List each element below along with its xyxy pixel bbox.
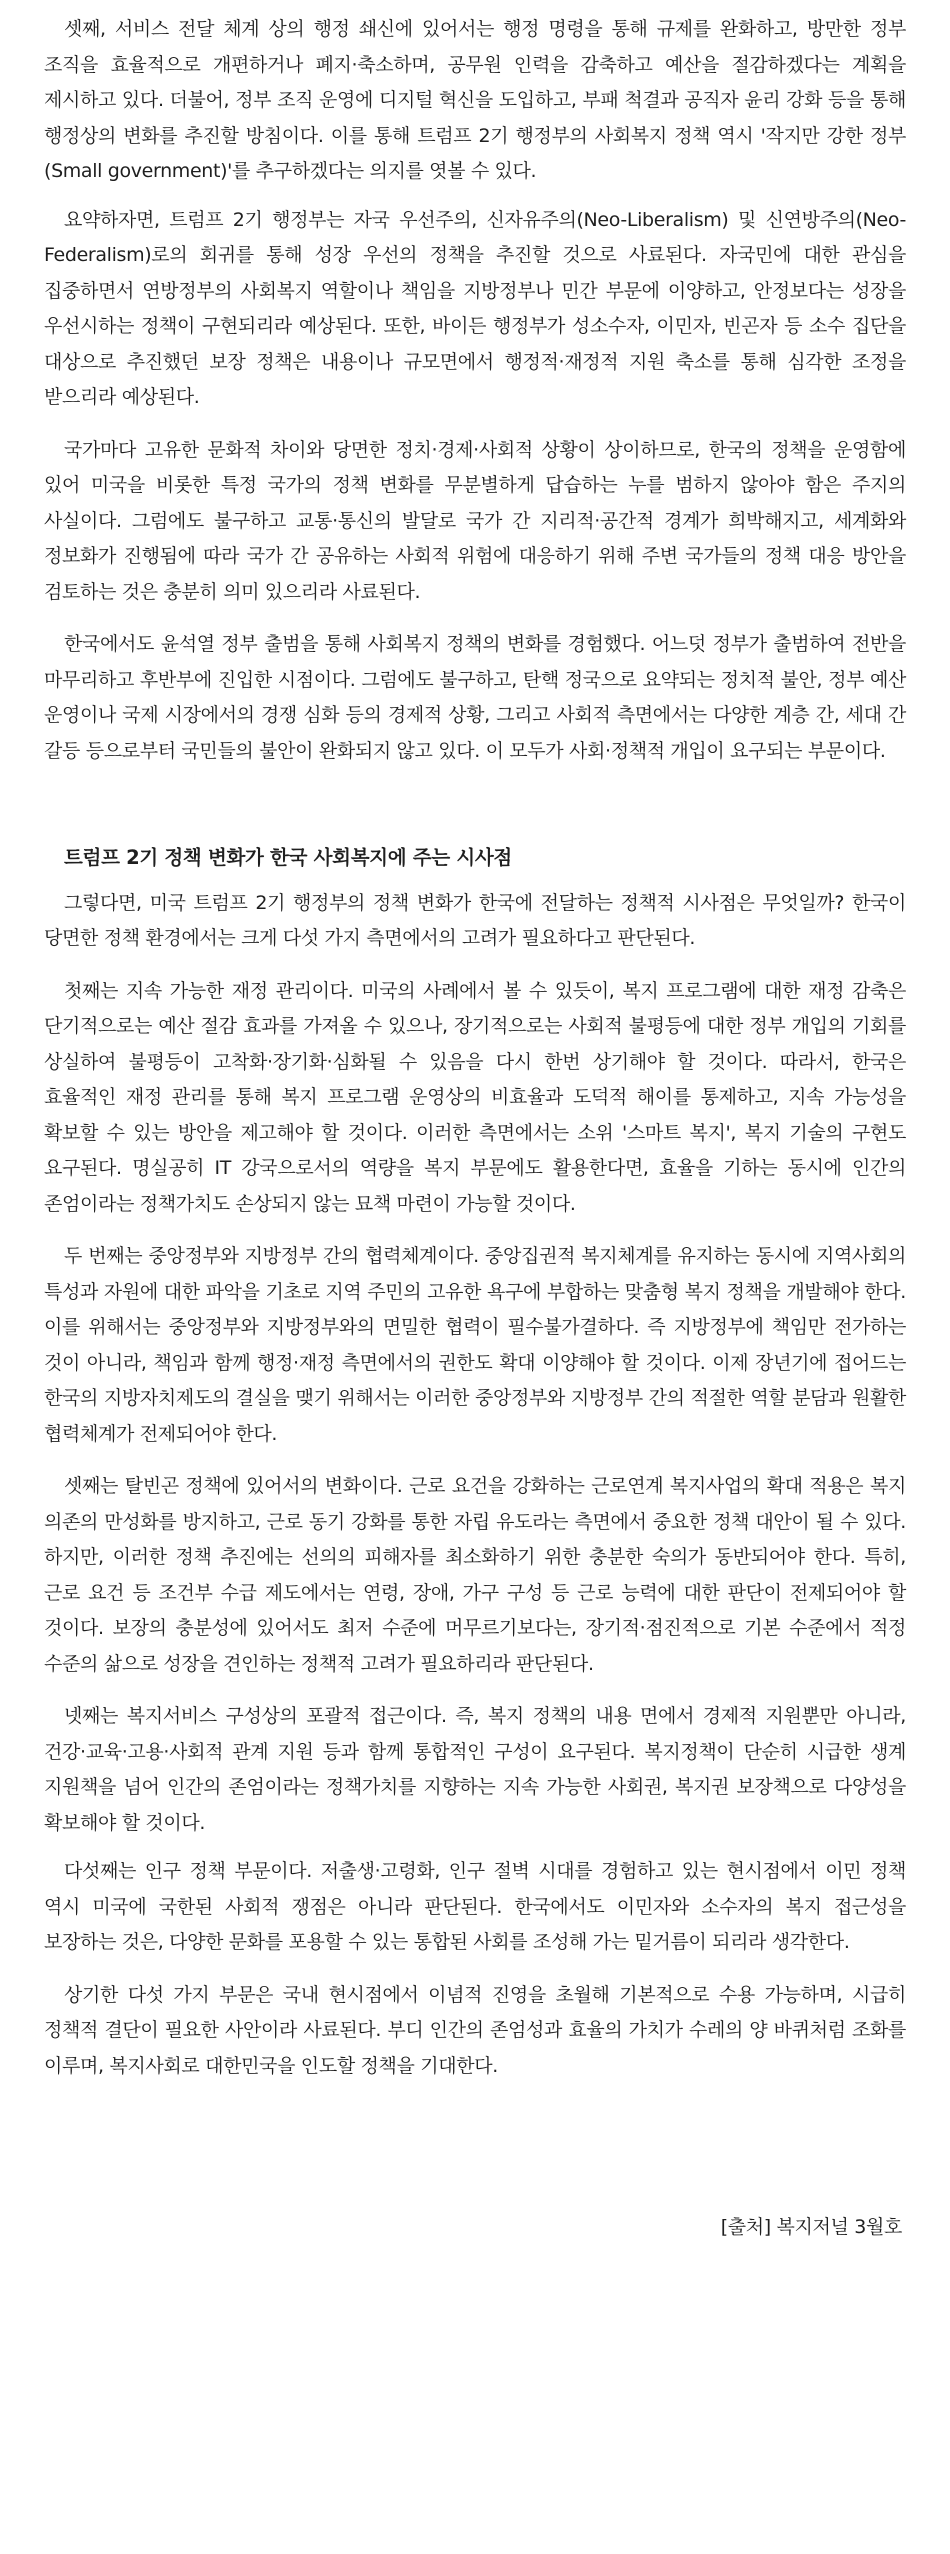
paragraph-intro-1: 셋째, 서비스 전달 체계 상의 행정 쇄신에 있어서는 행정 명령을 통해 규제를 완화하고, 방만한 정부 조직을 효율적으로 개편하거나 폐지·축소하며, 공무원 인력을 감축하고 예산을 절감하겠다는 계획을 제시하고 있다. 더불어, 정부 조직 운영에 디지털 혁신을 도입하고, 부패 척결과 공직자 윤리 강화 등을 통해 행정상의 변화를 추진할 방침이다. 이를 통해 트럼프 2기 행정부의 사회복지 정책 역시 '작지만 강한 정부(Small government)'를 추구하겠다는 의지를 엿볼 수 있다. xyxy=(44,18,906,182)
paragraph-section-1: 그렇다면, 미국 트럼프 2기 행정부의 정책 변화가 한국에 전달하는 정책적 시사점은 무엇일까? 한국이 당면한 정책 환경에서는 크게 다섯 가지 측면에서의 고려가 필요하다고 판단된다. xyxy=(44,891,906,949)
paragraph-intro-3: 국가마다 고유한 문화적 차이와 당면한 정치·경제·사회적 상황이 상이하므로, 한국의 정책을 운영함에 있어 미국을 비롯한 특정 국가의 정책 변화를 무분별하게 답습하는 누를 범하지 않아야 함은 주지의 사실이다. 그럼에도 불구하고 교통·통신의 발달로 국가 간 지리적·공간적 경계가 희박해지고, 세계화와 정보화가 진행됨에 따라 국가 간 공유하는 사회적 위험에 대응하기 위해 주변 국가들의 정책 대응 방안을 검토하는 것은 충분히 의미 있으리라 사료된다. xyxy=(44,438,906,603)
paragraph-section-7: 상기한 다섯 가지 부문은 국내 현시점에서 이념적 진영을 초월해 기본적으로 수용 가능하며, 시급히 정책적 결단이 필요한 사안이라 사료된다. 부디 인간의 존엄성과 효율의 가치가 수레의 양 바퀴처럼 조화를 이루며, 복지사회로 대한민국을 인도할 정책을 기대한다. xyxy=(44,1983,906,2077)
paragraph-section-2: 첫째는 지속 가능한 재정 관리이다. 미국의 사례에서 볼 수 있듯이, 복지 프로그램에 대한 재정 감축은 단기적으로는 예산 절감 효과를 가져올 수 있으나, 장기적으로는 사회적 불평등에 대한 정부 개입의 기회를 상실하여 불평등이 고착화·장기화·심화될 수 있음을 다시 한번 상기해야 할 것이다. 따라서, 한국은 효율적인 재정 관리를 통해 복지 프로그램 운영상의 비효율과 도덕적 해이를 통제하고, 지속 가능성을 확보할 수 있는 방안을 제고해야 할 것이다. 이러한 측면에서는 소위 '스마트 복지', 복지 기술의 구현도 요구된다. 명실공히 IT 강국으로서의 역량을 복지 부문에도 활용한다면, 효율을 기하는 동시에 인간의 존엄이라는 정책가치도 손상되지 않는 묘책 마련이 가능할 것이다. xyxy=(44,979,906,1215)
paragraph-section-6: 다섯째는 인구 정책 부문이다. 저출생·고령화, 인구 절벽 시대를 경험하고 있는 현시점에서 이민 정책 역시 미국에 국한된 사회적 쟁점은 아니라 판단된다. 한국에서도 이민자와 소수자의 복지 접근성을 보장하는 것은, 다양한 문화를 포용할 수 있는 통합된 사회를 조성해 가는 밑거름이 되리라 생각한다. xyxy=(44,1860,906,1953)
paragraph-section-5: 넷째는 복지서비스 구성상의 포괄적 접근이다. 즉, 복지 정책의 내용 면에서 경제적 지원뿐만 아니라, 건강·교육·고용·사회적 관계 지원 등과 함께 통합적인 구성이 요구된다. 복지정책이 단순히 시급한 생계 지원책을 넘어 인간의 존엄이라는 정책가치를 지향하는 지속 가능한 사회권, 복지권 보장책으로 다양성을 확보해야 할 것이다. xyxy=(44,1705,906,1834)
paragraph-intro-2: 요약하자면, 트럼프 2기 행정부는 자국 우선주의, 신자유주의(Neo-Liberalism) 및 신연방주의(Neo-Federalism)로의 회귀를 통해 성장 우선의 정책을 추진할 것으로 사료된다. 자국민에 대한 관심을 집중하면서 연방정부의 사회복지 역할이나 책임을 지방정부나 민간 부문에 이양하고, 안정보다는 성장을 우선시하는 정책이 구현되리라 예상된다. 또한, 바이든 행정부가 성소수자, 이민자, 빈곤자 등 소수 집단을 대상으로 추진했던 보장 정책은 내용이나 규모면에서 행정적·재정적 지원 축소를 통해 심각한 조정을 받으리라 예상된다. xyxy=(44,208,906,408)
paragraph-intro-4: 한국에서도 윤석열 정부 출범을 통해 사회복지 정책의 변화를 경험했다. 어느덧 정부가 출범하여 전반을 마무리하고 후반부에 진입한 시점이다. 그럼에도 불구하고, 탄핵 정국으로 요약되는 정치적 불안, 정부 예산 운영이나 국제 시장에서의 경쟁 심화 등의 경제적 상황, 그리고 사회적 측면에서는 다양한 계층 간, 세대 간 갈등 등으로부터 국민들의 불안이 완화되지 않고 있다. 이 모두가 사회·정책적 개입이 요구되는 부문이다. xyxy=(44,633,906,762)
section-heading: 트럼프 2기 정책 변화가 한국 사회복지에 주는 시사점 xyxy=(64,846,512,869)
paragraph-section-3: 두 번째는 중앙정부와 지방정부 간의 협력체계이다. 중앙집권적 복지체계를 유지하는 동시에 지역사회의 특성과 자원에 대한 파악을 기초로 지역 주민의 고유한 욕구에 부합하는 맞춤형 복지 정책을 개발해야 한다. 이를 위해서는 중앙정부와 지방정부와의 면밀한 협력이 필수불가결하다. 즉 지방정부에 책임만 전가하는 것이 아니라, 책임과 함께 행정·재정 측면에서의 권한도 확대 이양해야 할 것이다. 이제 장년기에 접어드는 한국의 지방자치제도의 결실을 맺기 위해서는 이러한 중앙정부와 지방정부 간의 적절한 역할 분담과 원활한 협력체계가 전제되어야 한다. xyxy=(44,1245,906,1445)
paragraph-section-4: 셋째는 탈빈곤 정책에 있어서의 변화이다. 근로 요건을 강화하는 근로연계 복지사업의 확대 적용은 복지 의존의 만성화를 방지하고, 근로 동기 강화를 통한 자립 유도라는 측면에서 중요한 정책 대안이 될 수 있다. 하지만, 이러한 정책 추진에는 선의의 피해자를 최소화하기 위한 충분한 숙의가 동반되어야 한다. 특히, 근로 요건 등 조건부 수급 제도에서는 연령, 장애, 가구 구성 등 근로 능력에 대한 판단이 전제되어야 할 것이다. 보장의 충분성에 있어서도 최저 수준에 머무르기보다는, 장기적·점진적으로 기본 수준에서 적정 수준의 삶으로 성장을 견인하는 정책적 고려가 필요하리라 판단된다. xyxy=(44,1475,906,1675)
source-note: [출처] 복지저널 3월호 xyxy=(720,2216,902,2238)
